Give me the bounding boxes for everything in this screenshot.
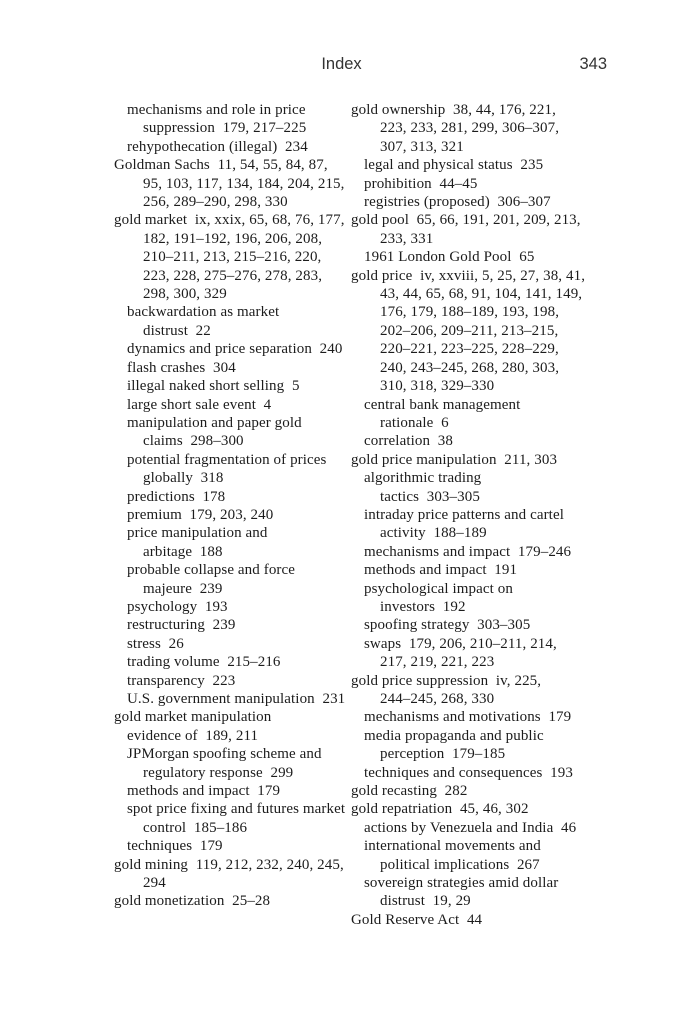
index-line: Goldman Sachs 11, 54, 55, 84, 87, [114,157,328,174]
index-line: control 185–186 [143,819,248,836]
index-line: restructuring 239 [127,617,236,634]
index-line: evidence of 189, 211 [127,727,259,744]
index-line: 298, 300, 329 [143,286,227,303]
index-line: 233, 331 [380,230,434,247]
index-line: psychological impact on [364,580,513,597]
index-line: distrust 19, 29 [380,893,471,910]
index-line: correlation 38 [364,433,453,450]
index-line: central bank management [364,396,521,413]
index-line: intraday price patterns and cartel [364,506,564,523]
index-line: gold price suppression iv, 225, [351,672,542,689]
index-line: arbitage 188 [143,543,223,560]
index-line: backwardation as market [127,304,280,321]
index-column-left [114,101,366,911]
index-line: gold monetization 25–28 [114,893,271,910]
index-line: gold market manipulation [114,709,272,726]
index-line: 202–206, 209–211, 213–215, [380,322,559,339]
index-line: majeure 239 [143,580,223,597]
index-line: flash crashes 304 [127,359,236,376]
index-line: gold price manipulation 211, 303 [351,451,558,468]
index-line: 176, 179, 188–189, 193, 198, [380,304,560,321]
index-line: algorithmic trading [364,470,482,487]
index-line: suppression 179, 217–225 [143,120,307,137]
index-line: 182, 191–192, 196, 206, 208, [143,230,323,247]
index-line: transparency 223 [127,672,236,689]
index-line: dynamics and price separation 240 [127,341,343,358]
index-line: swaps 179, 206, 210–211, 214, [364,635,557,652]
index-line: psychology 193 [127,598,228,615]
index-line: spoofing strategy 303–305 [364,617,531,634]
index-line: spot price fixing and futures market [127,801,346,818]
index-line: illegal naked short selling 5 [127,378,300,395]
index-line: distrust 22 [143,322,211,339]
index-line: gold recasting 282 [351,783,468,800]
index-line: gold mining 119, 212, 232, 240, 245, [114,856,344,873]
index-line: manipulation and paper gold [127,414,302,431]
index-line: international movements and [364,838,541,855]
index-line: rehypothecation (illegal) 234 [127,138,308,155]
index-column-right [351,101,623,929]
index-line: mechanisms and impact 179–246 [364,543,572,560]
index-line: investors 192 [380,598,466,615]
index-line: gold repatriation 45, 46, 302 [351,801,529,818]
index-line: 307, 313, 321 [380,138,464,155]
index-line: 256, 289–290, 298, 330 [143,194,288,211]
index-line: perception 179–185 [380,746,506,763]
index-line: rationale 6 [380,414,449,431]
page-number: 343 [579,55,607,73]
index-line: 294 [143,875,166,892]
page-title: Index [321,55,362,73]
index-line: actions by Venezuela and India 46 [364,819,577,836]
index-line: 95, 103, 117, 134, 184, 204, 215, [143,175,345,192]
index-line: trading volume 215–216 [127,654,281,671]
index-line: media propaganda and public [364,727,544,744]
index-line: 223, 228, 275–276, 278, 283, [143,267,323,284]
index-line: legal and physical status 235 [364,157,544,174]
index-line: tactics 303–305 [380,488,480,505]
index-line: techniques and consequences 193 [364,764,573,781]
index-line: mechanisms and motivations 179 [364,709,572,726]
index-line: probable collapse and force [127,562,296,579]
index-line: predictions 178 [127,488,226,505]
index-line: gold price iv, xxviii, 5, 25, 27, 38, 41, [351,267,586,284]
index-line: JPMorgan spoofing scheme and [127,746,322,763]
index-line: price manipulation and [127,525,268,542]
index-line: globally 318 [143,470,224,487]
index-line: stress 26 [127,635,184,652]
index-line: prohibition 44–45 [364,175,478,192]
index-line: 1961 London Gold Pool 65 [364,249,535,266]
index-line: U.S. government manipulation 231 [127,691,346,707]
index-line: regulatory response 299 [143,764,294,781]
index-line: 217, 219, 221, 223 [380,654,495,671]
index-line: 310, 318, 329–330 [380,378,495,395]
index-line: 210–211, 213, 215–216, 220, [143,249,322,266]
index-line: gold market ix, xxix, 65, 68, 76, 177, [114,212,345,229]
index-line: sovereign strategies amid dollar [364,875,559,892]
index-line: large short sale event 4 [127,396,272,413]
index-line: methods and impact 191 [364,562,518,579]
index-line: 220–221, 223–225, 228–229, [380,341,559,358]
index-line: 244–245, 268, 330 [380,691,495,707]
index-line: Gold Reserve Act 44 [351,911,483,928]
index-line: 43, 44, 65, 68, 91, 104, 141, 149, [380,286,583,303]
index-line: gold ownership 38, 44, 176, 221, [351,102,556,118]
index-line: 223, 233, 281, 299, 306–307, [380,120,560,137]
index-line: gold pool 65, 66, 191, 201, 209, 213, [351,212,581,229]
index-line: premium 179, 203, 240 [127,506,274,523]
index-line: claims 298–300 [143,433,244,450]
index-line: political implications 267 [380,856,540,873]
index-line: methods and impact 179 [127,783,281,800]
index-line: potential fragmentation of prices [127,451,327,468]
index-line: mechanisms and role in price [127,102,306,118]
index-line: activity 188–189 [380,525,487,542]
index-line: techniques 179 [127,838,223,855]
index-line: registries (proposed) 306–307 [364,194,551,211]
index-line: 240, 243–245, 268, 280, 303, [380,359,560,376]
page-header [0,53,683,75]
